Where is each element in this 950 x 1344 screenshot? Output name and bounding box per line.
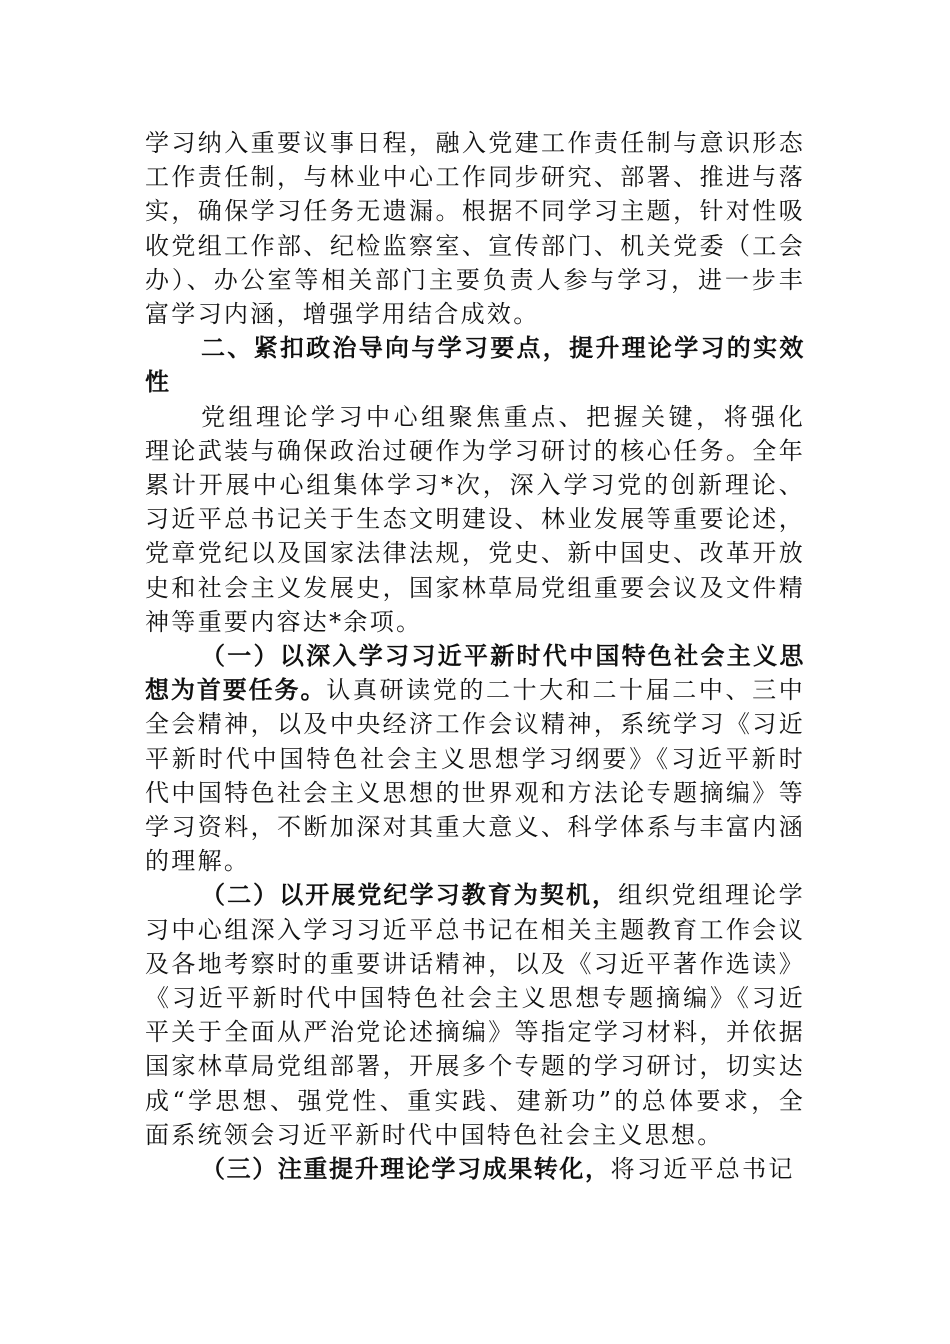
section-heading: 二、紧扣政治导向与学习要点，提升理论学习的实效性 xyxy=(145,334,805,397)
item-2-body: 组织党组理论学习中心组深入学习习近平总书记在相关主题教育工作会议及各地考察时的重要讲话精神，以及《习近平著作选读》《习近平新时代中国特色社会主义思想专题摘编》《习近平关于全面从严治党论述摘编》等指定学习材料，并依据国家林草局党组部署，开展多个专题的学习研讨，切实达成“学思想、强党性、重实践、建新功”的总体要求，全面系统领会习近平新时代中国特色社会主义思想。 xyxy=(145,881,805,1149)
paragraph-section-intro: 党组理论学习中心组聚焦重点、把握关键，将强化理论武装与确保政治过硬作为学习研讨的核心任务。全年累计开展中心组集体学习*次，深入学习党的创新理论、习近平总书记关于生态文明建设、林业发展等重要论述，党章党纪以及国家法律法规，党史、新中国史、改革开放史和社会主义发展史，国家林草局党组重要会议及文件精神等重要内容达*余项。 xyxy=(145,402,805,636)
paragraph-continued: 学习纳入重要议事日程，融入党建工作责任制与意识形态工作责任制，与林业中心工作同步研究、部署、推进与落实，确保学习任务无遗漏。根据不同学习主题，针对性吸收党组工作部、纪检监察室、宣传部门、机关党委（工会办）、办公室等相关部门主要负责人参与学习，进一步丰富学习内涵，增强学用结合成效。 xyxy=(145,129,805,329)
paragraph-item-2 xyxy=(145,878,805,1152)
item-1-lead: （一）以深入学习习近平新时代中国特色社会主义思想为首要任务。 xyxy=(145,642,805,705)
item-3-body: 将习近平总书记 xyxy=(610,1155,795,1184)
document-body xyxy=(145,126,805,1186)
paragraph-item-1 xyxy=(145,639,805,878)
item-3-lead: （三）注重提升理论学习成果转化， xyxy=(201,1155,611,1184)
item-2-lead: （二）以开展党纪学习教育为契机， xyxy=(201,881,619,910)
paragraph-item-3 xyxy=(145,1152,805,1186)
item-1-body: 认真研读党的二十大和二十届二中、三中全会精神，以及中央经济工作会议精神，系统学习《习近平新时代中国特色社会主义思想学习纲要》《习近平新时代中国特色社会主义思想的世界观和方法论专题摘编》等学习资料，不断加深对其重大意义、科学体系与丰富内涵的理解。 xyxy=(145,676,805,876)
